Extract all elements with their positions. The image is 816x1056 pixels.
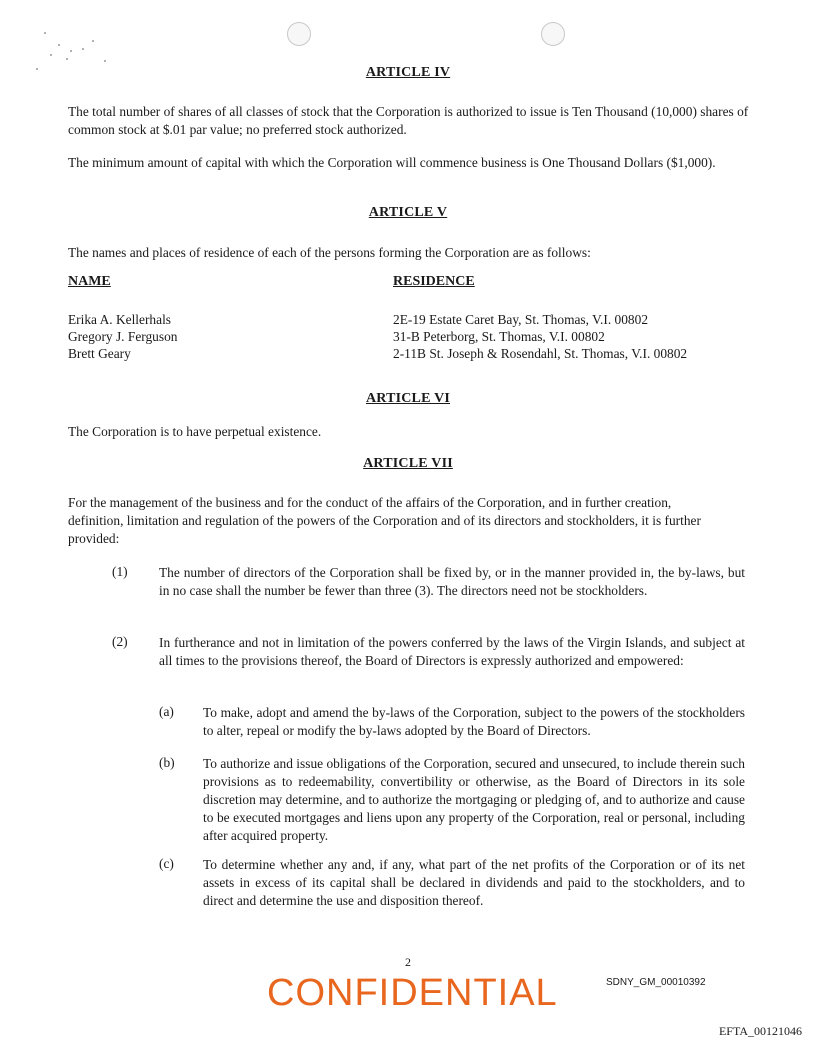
article-vi-heading: ARTICLE VI [365, 391, 451, 406]
page-number: 2 [405, 955, 411, 969]
item-number: (1) [112, 564, 128, 579]
punch-hole-left [287, 22, 311, 46]
subitem-number: (c) [159, 856, 174, 871]
article-vii-heading: ARTICLE VII [363, 456, 453, 471]
subitem-text: To authorize and issue obligations of the Corporation, secured and unsecured, to include therein such provisions as to redeemability, convertibility or otherwise, as the Board of Directors in its sole discretion may determine, and to authorize the mortgaging or pledging of, and to authorize and cause to be executed mortgages and liens upon any property of the Corporation, real or personal, including after acquired property. [203, 756, 745, 843]
person-residence: 31-B Peterborg, St. Thomas, V.I. 00802 [393, 329, 605, 344]
person-residence: 2-11B St. Joseph & Rosendahl, St. Thomas, V.I. 00802 [393, 346, 688, 361]
article-iv-heading: ARTICLE IV [365, 65, 451, 80]
subitem-number: (b) [159, 755, 175, 770]
article-iv-paragraph-1: The total number of shares of all classes of stock that the Corporation is authorized to issue is Ten Thousand (10,000) shares of common stock at $.01 par value; no preferred stock authorized. [68, 104, 749, 137]
article-vii-intro: For the management of the business and for the conduct of the affairs of the Corporation, and in further creation, definition, limitation and regulation of the powers of the Corporation and of its directors and stockholders, it is further provided: [68, 495, 701, 546]
article-v-heading: ARTICLE V [368, 205, 448, 220]
article-vi-paragraph: The Corporation is to have perpetual existence. [68, 424, 322, 439]
article-v-intro: The names and places of residence of each of the persons forming the Corporation are as follows: [68, 245, 591, 260]
article-iv-paragraph-2: The minimum amount of capital with which the Corporation will commence business is One Thousand Dollars ($1,000). [68, 155, 716, 170]
subitem-number: (a) [159, 704, 174, 719]
confidential-stamp: CONFIDENTIAL [267, 972, 558, 1014]
item-text: The number of directors of the Corporation shall be fixed by, or in the manner provided in, the by-laws, but in no case shall the number be fewer than three (3). The directors need not be stockholders. [159, 565, 745, 598]
efta-number: EFTA_00121046 [718, 1024, 802, 1038]
item-text: In furtherance and not in limitation of the powers conferred by the laws of the Virgin Islands, and subject at all times to the provisions thereof, the Board of Directors is expressly authorized and empowered: [159, 635, 745, 668]
subitem-text: To determine whether any and, if any, what part of the net profits of the Corporation or of its net assets in excess of its capital shall be declared in dividends and paid to the stockholders, and to direct and determine the use and disposition thereof. [203, 857, 745, 908]
item-number: (2) [112, 634, 128, 649]
bates-number: SDNY_GM_00010392 [606, 977, 706, 988]
person-residence: 2E-19 Estate Caret Bay, St. Thomas, V.I. 00802 [393, 312, 649, 327]
punch-hole-right [541, 22, 565, 46]
person-name: Brett Geary [68, 346, 131, 361]
name-column-header: NAME [68, 274, 111, 289]
person-name: Gregory J. Ferguson [68, 329, 178, 344]
person-name: Erika A. Kellerhals [68, 312, 171, 327]
residence-column-header: RESIDENCE [393, 274, 475, 289]
subitem-text: To make, adopt and amend the by-laws of the Corporation, subject to the powers of the stockholders to alter, repeal or modify the by-laws adopted by the Board of Directors. [203, 705, 745, 738]
